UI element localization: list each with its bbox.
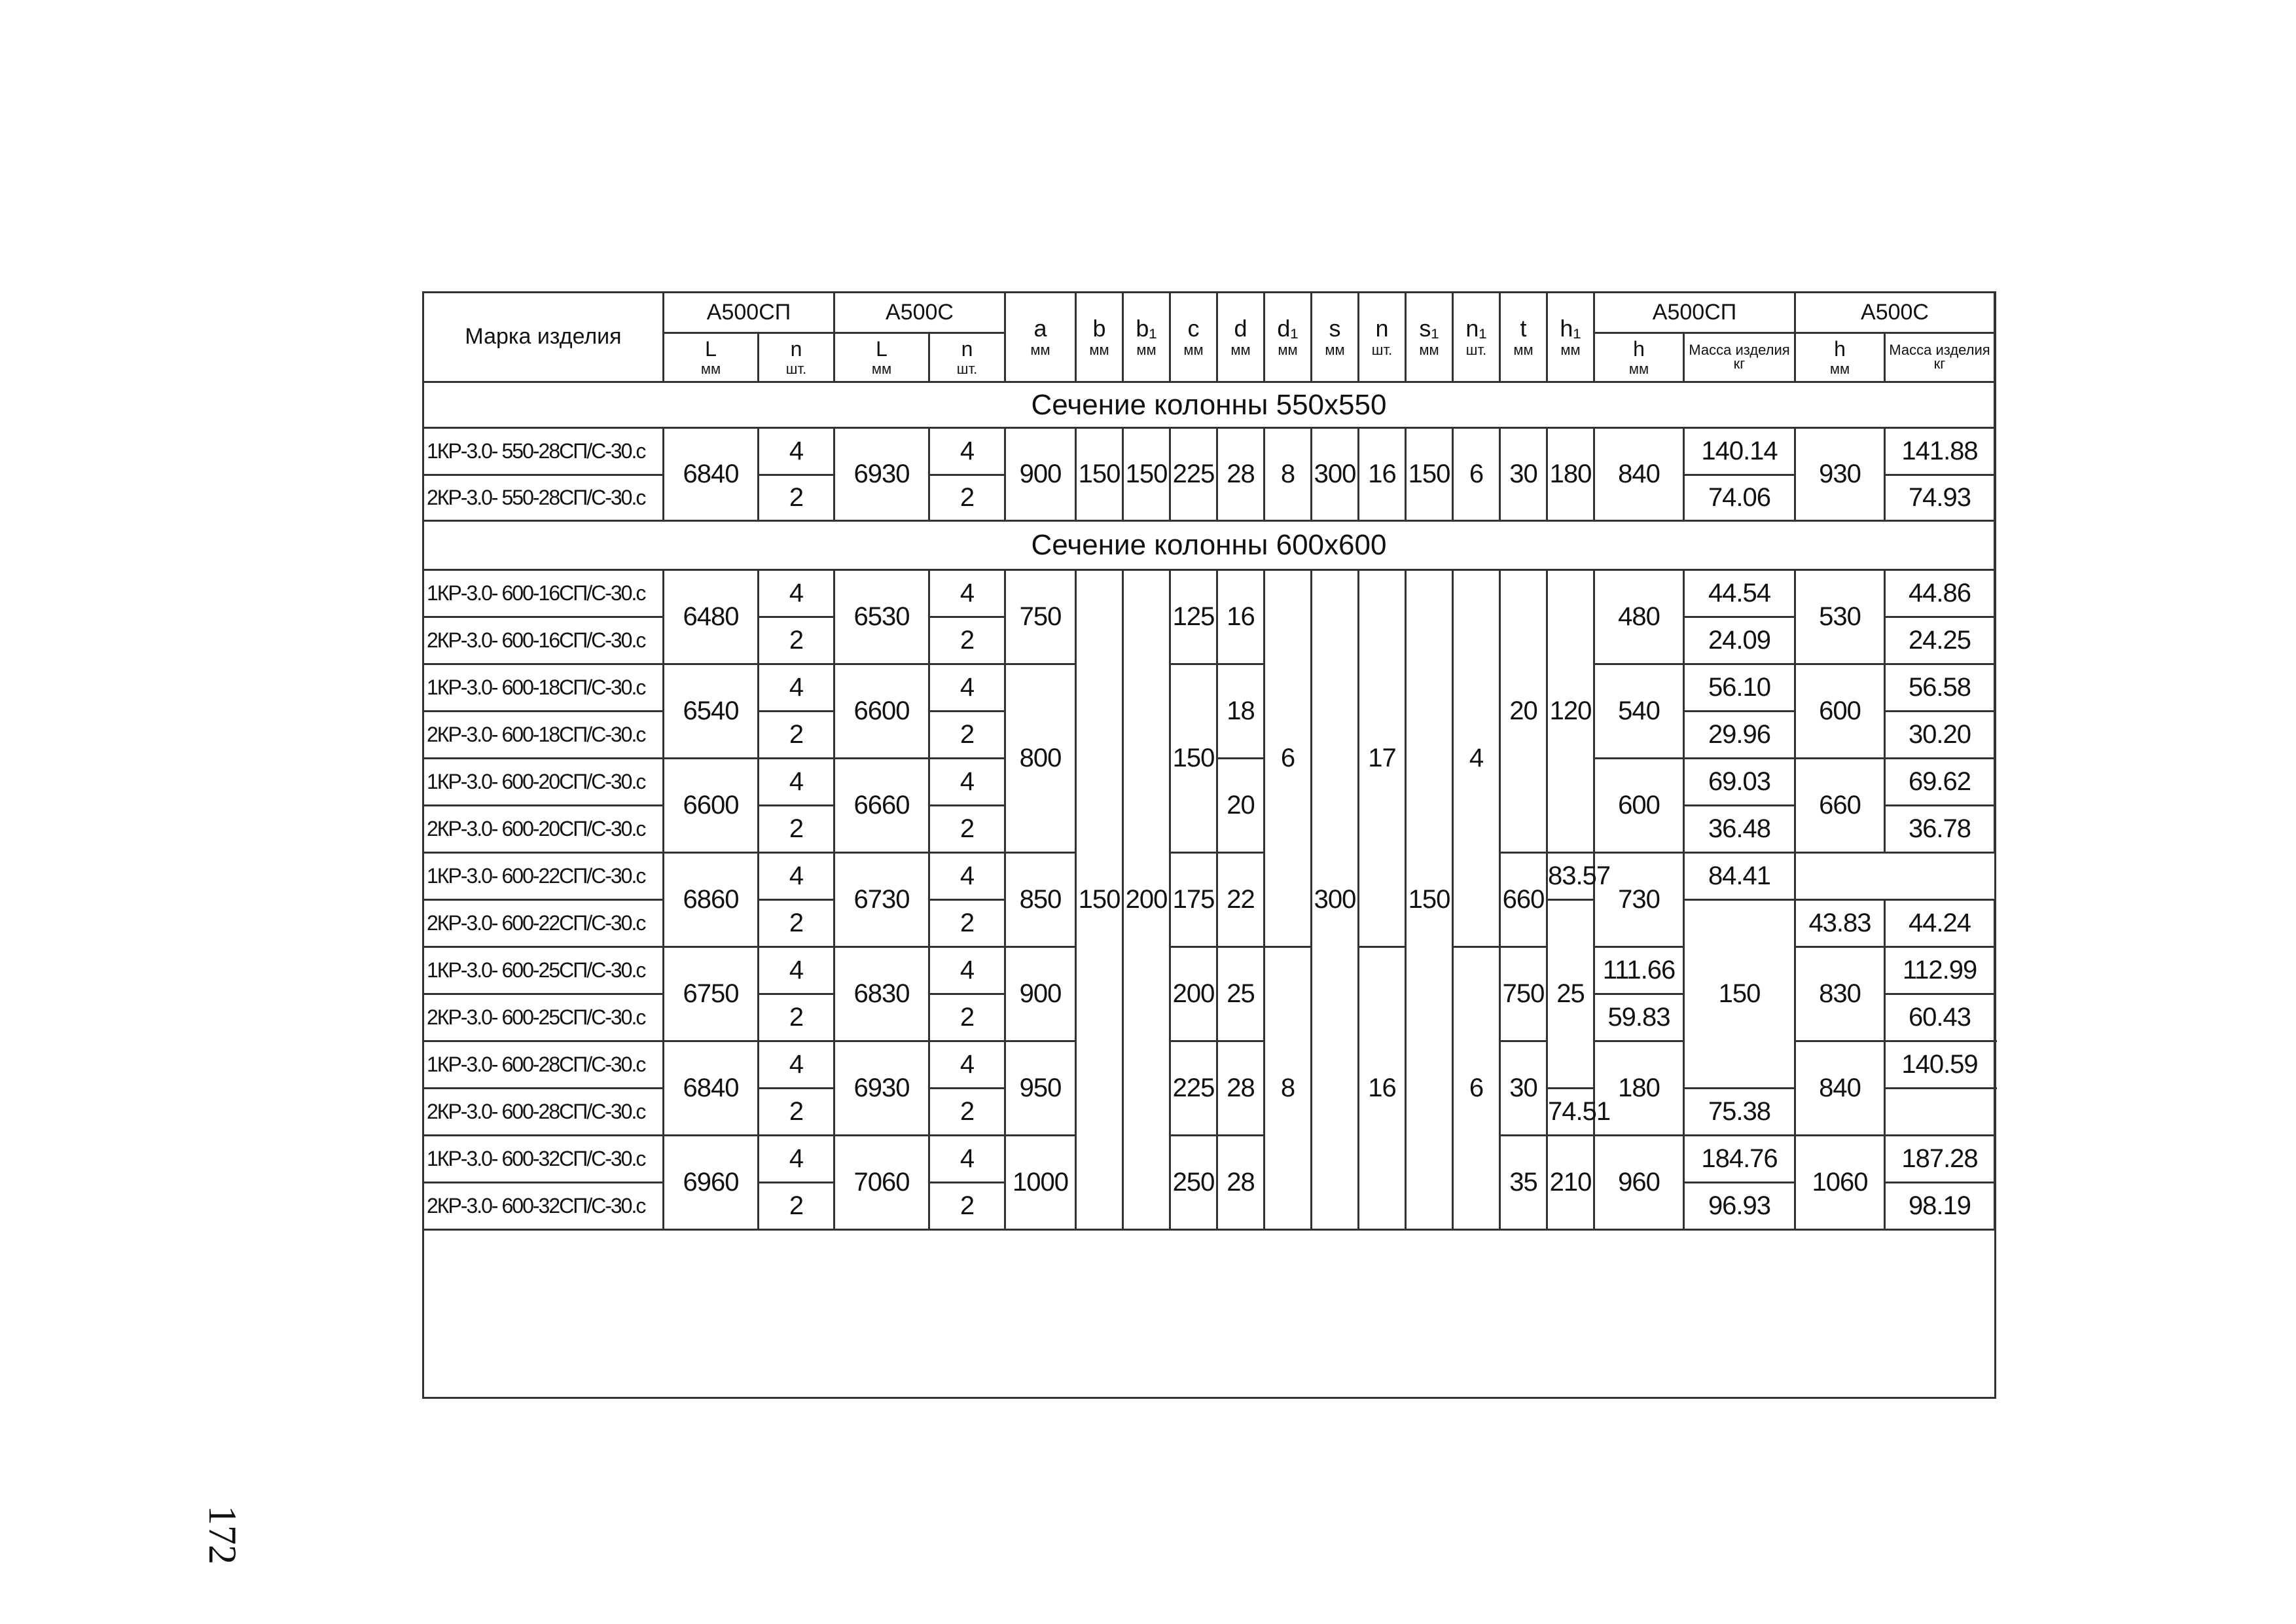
page-number: 172	[201, 1506, 244, 1564]
table-row-mark: 2КР-3.0- 600-18СП/С-30.с	[423, 712, 664, 759]
cell-h-sp: 840	[1594, 428, 1684, 521]
header-mass-sp: Масса изделия кг	[1684, 333, 1795, 382]
header-L-c: L мм	[834, 333, 929, 382]
cell-n-sp: 2	[759, 806, 834, 853]
cell-h-sp: 480	[1594, 570, 1684, 664]
header-h1: h₁ мм	[1547, 293, 1594, 382]
cell-s1: 150	[1406, 428, 1453, 521]
cell-h-c: 660	[1795, 759, 1885, 853]
cell-h1: 150	[1684, 900, 1795, 1089]
cell-b1: 150	[1123, 428, 1170, 521]
cell-n-sp: 4	[759, 1136, 834, 1183]
table-row-mark: 1КР-3.0- 550-28СП/С-30.с	[423, 428, 664, 475]
header-mass-c: Масса изделия кг	[1885, 333, 1995, 382]
specification-table	[422, 291, 1996, 1231]
cell-mass-sp: 184.76	[1684, 1136, 1795, 1183]
cell-n-sp: 2	[759, 994, 834, 1041]
cell-n-c: 2	[929, 1089, 1005, 1136]
cell-h-sp: 600	[1594, 759, 1684, 853]
cell-n-sp: 2	[759, 712, 834, 759]
cell-n-sp: 4	[759, 853, 834, 900]
cell-n-sp: 2	[759, 1089, 834, 1136]
cell-h-sp: 960	[1594, 1136, 1684, 1230]
cell-s1: 150	[1406, 570, 1453, 1230]
cell-mass-sp: 111.66	[1594, 947, 1684, 994]
cell-d: 18	[1217, 664, 1265, 759]
cell-h-c: 930	[1795, 428, 1885, 521]
cell-t: 35	[1500, 1136, 1547, 1230]
cell-mass-c: 74.93	[1885, 475, 1995, 521]
cell-a: 750	[1005, 570, 1076, 664]
cell-n-c: 2	[929, 900, 1005, 947]
cell-L-sp: 6960	[664, 1136, 759, 1230]
cell-n-sp: 4	[759, 428, 834, 475]
cell-n-c: 4	[929, 759, 1005, 806]
table-row-mark: 1КР-3.0- 600-32СП/С-30.с	[423, 1136, 664, 1183]
cell-c: 150	[1170, 664, 1217, 853]
cell-b: 150	[1076, 570, 1123, 1230]
cell-h-c: 830	[1795, 947, 1885, 1041]
cell-mass-sp: 74.51	[1547, 1089, 1594, 1136]
cell-t: 30	[1500, 428, 1547, 521]
cell-a: 850	[1005, 853, 1076, 947]
table-row-mark: 1КР-3.0- 600-25СП/С-30.с	[423, 947, 664, 994]
cell-h-c: 730	[1594, 853, 1684, 947]
header-n: n шт.	[1359, 293, 1406, 382]
cell-h-c: 530	[1795, 570, 1885, 664]
cell-n-c: 2	[929, 475, 1005, 521]
cell-d1: 6	[1265, 570, 1312, 947]
table-row-mark: 2КР-3.0- 600-22СП/С-30.с	[423, 900, 664, 947]
cell-d1: 8	[1265, 428, 1312, 521]
cell-c: 225	[1170, 428, 1217, 521]
cell-h-c: 600	[1795, 664, 1885, 759]
cell-d: 28	[1217, 1041, 1265, 1136]
table-row-mark: 1КР-3.0- 600-22СП/С-30.с	[423, 853, 664, 900]
cell-t: 20	[1500, 570, 1547, 853]
header-s: s мм	[1312, 293, 1359, 382]
header-s1: s₁ мм	[1406, 293, 1453, 382]
cell-n-sp: 4	[759, 759, 834, 806]
cell-mass-c: 84.41	[1684, 853, 1795, 900]
cell-n-sp: 4	[759, 570, 834, 617]
header-a500sp-2: А500СП	[1594, 293, 1795, 333]
cell-n: 17	[1359, 570, 1406, 947]
cell-a: 900	[1005, 428, 1076, 521]
table-row-mark: 1КР-3.0- 600-18СП/С-30.с	[423, 664, 664, 712]
cell-d: 16	[1217, 570, 1265, 664]
header-a500sp-1: А500СП	[664, 293, 834, 333]
cell-mass-c: 187.28	[1885, 1136, 1995, 1183]
header-c: c мм	[1170, 293, 1217, 382]
cell-n-c: 4	[929, 947, 1005, 994]
cell-n1: 6	[1453, 947, 1500, 1230]
header-n-c: n шт.	[929, 333, 1005, 382]
cell-L-c: 6600	[834, 664, 929, 759]
cell-mass-sp: 29.96	[1684, 712, 1795, 759]
cell-d: 22	[1217, 853, 1265, 947]
cell-L-sp: 6840	[664, 428, 759, 521]
cell-L-sp: 6540	[664, 664, 759, 759]
cell-h-sp: 750	[1500, 947, 1547, 1041]
cell-mass-sp: 59.83	[1594, 994, 1684, 1041]
cell-L-sp: 6750	[664, 947, 759, 1041]
cell-n-c: 4	[929, 853, 1005, 900]
cell-a: 800	[1005, 664, 1076, 853]
cell-h1: 180	[1594, 1041, 1684, 1136]
cell-mass-sp: 44.54	[1684, 570, 1795, 617]
cell-a: 900	[1005, 947, 1076, 1041]
cell-L-c: 6930	[834, 428, 929, 521]
header-b1: b₁ мм	[1123, 293, 1170, 382]
header-a500c-1: А500С	[834, 293, 1005, 333]
header-d: d мм	[1217, 293, 1265, 382]
cell-mass-c: 69.62	[1885, 759, 1995, 806]
cell-mass-c: 56.58	[1885, 664, 1995, 712]
table-row-mark: 2КР-3.0- 600-25СП/С-30.с	[423, 994, 664, 1041]
cell-h1: 210	[1547, 1136, 1594, 1230]
header-h-c: h мм	[1795, 333, 1885, 382]
cell-mass-c: 60.43	[1885, 994, 1995, 1041]
cell-mass-sp: 140.59	[1885, 1041, 1995, 1089]
cell-a: 1000	[1005, 1136, 1076, 1230]
cell-d: 28	[1217, 428, 1265, 521]
cell-mass-sp: 83.57	[1547, 853, 1594, 900]
cell-L-sp: 6840	[664, 1041, 759, 1136]
section-title-600: Сечение колонны 600х600	[423, 521, 1995, 570]
cell-n-c: 4	[929, 570, 1005, 617]
cell-n-sp: 4	[759, 1041, 834, 1089]
cell-mass-sp: 36.48	[1684, 806, 1795, 853]
cell-n-sp: 2	[759, 900, 834, 947]
cell-s: 300	[1312, 570, 1359, 1230]
header-mark: Марка изделия	[423, 293, 664, 382]
cell-n-sp: 2	[759, 617, 834, 664]
cell-h-c: 1060	[1795, 1136, 1885, 1230]
cell-c: 125	[1170, 570, 1217, 664]
cell-c: 175	[1170, 853, 1217, 947]
table-row-mark: 2КР-3.0- 600-28СП/С-30.с	[423, 1089, 664, 1136]
cell-mass-c: 30.20	[1885, 712, 1995, 759]
cell-d: 28	[1217, 1136, 1265, 1230]
cell-mass-sp: 74.06	[1684, 475, 1795, 521]
cell-L-c: 7060	[834, 1136, 929, 1230]
header-a: a мм	[1005, 293, 1076, 382]
header-b: b мм	[1076, 293, 1123, 382]
cell-n-sp: 4	[759, 664, 834, 712]
cell-h-sp: 540	[1594, 664, 1684, 759]
cell-h1: 120	[1547, 570, 1594, 853]
cell-t: 25	[1547, 900, 1594, 1089]
cell-L-c: 6730	[834, 853, 929, 947]
cell-n-c: 4	[929, 1041, 1005, 1089]
cell-n1: 4	[1453, 570, 1500, 947]
cell-n-c: 2	[929, 994, 1005, 1041]
cell-mass-sp: 24.09	[1684, 617, 1795, 664]
cell-mass-c: 44.24	[1885, 900, 1995, 947]
cell-n: 16	[1359, 428, 1406, 521]
cell-L-c: 6830	[834, 947, 929, 1041]
cell-mass-c: 44.86	[1885, 570, 1995, 617]
header-a500c-2: А500С	[1795, 293, 1995, 333]
cell-n-c: 2	[929, 617, 1005, 664]
cell-c: 225	[1170, 1041, 1217, 1136]
table-row-mark: 2КР-3.0- 600-32СП/С-30.с	[423, 1183, 664, 1230]
table-row-mark: 1КР-3.0- 600-20СП/С-30.с	[423, 759, 664, 806]
cell-n-c: 4	[929, 1136, 1005, 1183]
header-h-sp: h мм	[1594, 333, 1684, 382]
section-title-550: Сечение колонны 550х550	[423, 382, 1995, 428]
cell-n-c: 4	[929, 664, 1005, 712]
cell-h1: 180	[1547, 428, 1594, 521]
cell-b: 150	[1076, 428, 1123, 521]
cell-mass-sp: 56.10	[1684, 664, 1795, 712]
cell-n-c: 4	[929, 428, 1005, 475]
cell-c: 250	[1170, 1136, 1217, 1230]
cell-n-c: 2	[929, 1183, 1005, 1230]
cell-t: 30	[1500, 1041, 1547, 1136]
header-d1: d₁ мм	[1265, 293, 1312, 382]
cell-d1: 8	[1265, 947, 1312, 1230]
cell-a: 950	[1005, 1041, 1076, 1136]
cell-mass-c: 141.88	[1885, 428, 1995, 475]
cell-mass-c: 24.25	[1885, 617, 1995, 664]
table-row-mark: 1КР-3.0- 600-28СП/С-30.с	[423, 1041, 664, 1089]
cell-mass-c	[1995, 1041, 1996, 1089]
cell-L-c: 6660	[834, 759, 929, 853]
table-row-mark: 1КР-3.0- 600-16СП/С-30.с	[423, 570, 664, 617]
table-row-mark: 2КР-3.0- 550-28СП/С-30.с	[423, 475, 664, 521]
cell-mass-c: 36.78	[1885, 806, 1995, 853]
cell-h-sp: 840	[1795, 1041, 1885, 1136]
cell-mass-sp: 140.14	[1684, 428, 1795, 475]
cell-L-c: 6530	[834, 570, 929, 664]
cell-n-sp: 4	[759, 947, 834, 994]
cell-L-c: 6930	[834, 1041, 929, 1136]
cell-n-sp: 2	[759, 1183, 834, 1230]
cell-n-sp: 2	[759, 475, 834, 521]
table-row-mark: 2КР-3.0- 600-20СП/С-30.с	[423, 806, 664, 853]
cell-mass-sp: 96.93	[1684, 1183, 1795, 1230]
cell-mass-c: 75.38	[1684, 1089, 1795, 1136]
cell-s: 300	[1312, 428, 1359, 521]
cell-d: 25	[1217, 947, 1265, 1041]
cell-c: 200	[1170, 947, 1217, 1041]
cell-n: 16	[1359, 947, 1406, 1230]
cell-n-c: 2	[929, 806, 1005, 853]
header-n1: n₁ шт.	[1453, 293, 1500, 382]
cell-h-sp: 660	[1500, 853, 1547, 947]
cell-n-c: 2	[929, 712, 1005, 759]
cell-mass-sp: 43.83	[1795, 900, 1885, 947]
cell-mass-c: 98.19	[1885, 1183, 1995, 1230]
cell-b1: 200	[1123, 570, 1170, 1230]
header-L-sp: L мм	[664, 333, 759, 382]
cell-n1: 6	[1453, 428, 1500, 521]
header-n-sp: n шт.	[759, 333, 834, 382]
cell-mass-c: 112.99	[1885, 947, 1995, 994]
header-t: t мм	[1500, 293, 1547, 382]
cell-mass-sp: 69.03	[1684, 759, 1795, 806]
table-row-mark: 2КР-3.0- 600-16СП/С-30.с	[423, 617, 664, 664]
cell-L-sp: 6600	[664, 759, 759, 853]
cell-L-sp: 6480	[664, 570, 759, 664]
cell-L-sp: 6860	[664, 853, 759, 947]
cell-d: 20	[1217, 759, 1265, 853]
